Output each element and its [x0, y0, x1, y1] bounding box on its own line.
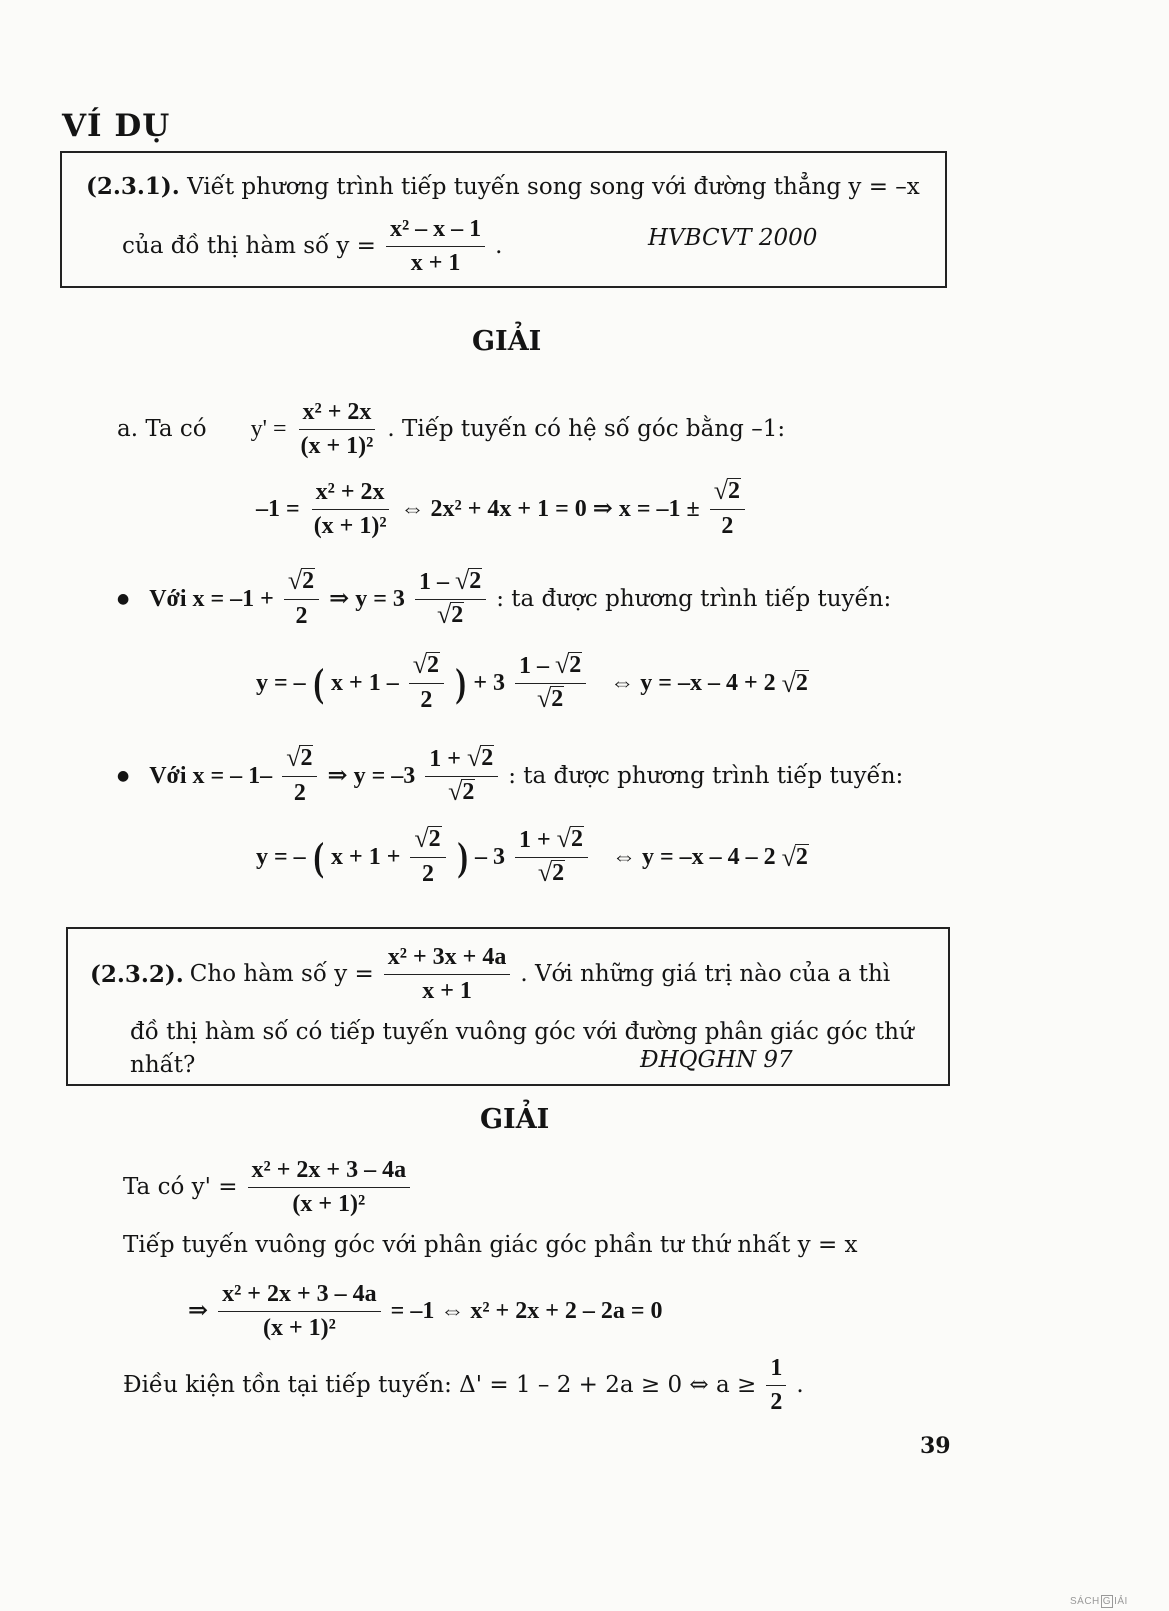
derivative-label: y' =	[250, 415, 287, 442]
watermark-text-mid: G	[1102, 1596, 1112, 1607]
exercise-label: (2.3.1).	[86, 173, 180, 200]
part-label: a. Ta có	[117, 415, 207, 442]
implies-arrow: ⇒	[188, 1297, 209, 1324]
exercise-box-2-3-2	[66, 927, 950, 1086]
tangent-fraction-2: 1 + √ 2 √ 2	[515, 826, 588, 889]
tangent-inner: x + 1 –	[331, 670, 399, 697]
condition-text: Điều kiện tồn tại tiếp tuyến: Δ' = 1 – 2 + 2a ≥ 0 ⇔ a ≥	[123, 1371, 757, 1398]
exercise-text: Cho hàm số y =	[189, 960, 374, 987]
exercise-line-1	[86, 173, 920, 202]
fraction-denominator: 2	[420, 687, 433, 714]
sqrt-radicand: 2	[462, 778, 475, 805]
exercise-source: HVBCVT 2000	[648, 225, 818, 251]
sqrt-radicand: 2	[302, 568, 315, 595]
case-result: ⇒ y = 3	[329, 586, 405, 613]
exercise-text-post: . Với những giá trị nào của a thì	[520, 960, 891, 987]
derivative-label: Ta có y' =	[123, 1173, 238, 1200]
root-fraction: √ 2 2	[710, 478, 745, 541]
function-fraction	[386, 215, 485, 278]
condition-fraction	[766, 1354, 786, 1417]
equation-middle: ⇔ 2x² + 4x + 1 = 0 ⇒ x = –1 ±	[400, 495, 700, 522]
fraction-denominator: 2	[770, 1388, 783, 1415]
solution-derivative-line	[117, 398, 785, 461]
case-condition: Với x = –1 +	[149, 586, 274, 613]
slope-text: . Tiếp tuyến có hệ số góc bằng –1:	[387, 415, 786, 442]
fraction-denominator: x + 1	[410, 249, 461, 276]
sqrt-radicand: 2	[569, 652, 582, 678]
bullet-icon: ●	[117, 768, 130, 785]
bullet-case-1	[117, 568, 891, 631]
fraction-numerator: 1 –	[418, 569, 455, 596]
bullet-icon: ●	[117, 591, 130, 608]
fraction-numerator: 1 +	[518, 827, 557, 854]
tangent-inner: x + 1 +	[331, 844, 401, 871]
sqrt-radicand: 2	[481, 745, 494, 771]
fraction-numerator: 1	[766, 1354, 786, 1386]
case-result: ⇒ y = –3	[327, 763, 416, 790]
sqrt-radicand: 2	[795, 670, 808, 697]
derivative-fraction	[248, 1156, 411, 1219]
fraction-numerator: x² + 2x + 3 – 4a	[218, 1280, 381, 1312]
derivative-fraction	[297, 398, 378, 461]
tangent-middle: – 3	[474, 844, 505, 871]
watermark-logo	[1070, 1596, 1128, 1607]
fraction-denominator: 2	[295, 603, 308, 630]
exercise-line-3: nhất?	[130, 1052, 196, 1078]
tangent-prefix: y = –	[256, 844, 306, 871]
tangent-prefix: y = –	[256, 670, 306, 697]
sqrt-radicand: 2	[551, 685, 564, 712]
fraction-denominator: (x + 1)²	[313, 512, 387, 539]
case-fraction: √ 2 2	[282, 745, 317, 808]
fraction-numerator: 1 –	[519, 653, 555, 680]
fraction-numerator: x² + 2x	[312, 478, 389, 510]
fraction-numerator: x² – x – 1	[386, 215, 485, 247]
bullet-case-2	[117, 745, 903, 808]
solution-title-2: GIẢI	[480, 1104, 550, 1135]
fraction-numerator: 1 +	[429, 746, 467, 773]
fraction-denominator: (x + 1)²	[292, 1190, 366, 1217]
fraction-denominator: 2	[293, 780, 306, 807]
exercise-line-2: đồ thị hàm số có tiếp tuyến vuông góc với đường phân giác góc thứ	[130, 1019, 914, 1045]
tangent-fraction: √ 2 2	[410, 826, 445, 889]
section-heading: VÍ DỤ	[62, 108, 171, 144]
fraction-numerator: x² + 2x + 3 – 4a	[248, 1156, 411, 1188]
tangent-equation-1: y = – ( x + 1 – √ 2 2 ) + 3 1 – √ 2 √ 2 ⇔ y = –x – 4 + 2 √ 2	[256, 650, 808, 714]
period: .	[796, 1371, 804, 1398]
fraction-denominator: x + 1	[422, 977, 472, 1004]
tangent-middle: + 3	[473, 670, 505, 697]
exercise-text: Viết phương trình tiếp tuyến song song với đường thẳng y = –x	[187, 174, 920, 200]
fraction-numerator: x² + 3x + 4a	[384, 943, 511, 975]
exercise-source: ĐHQGHN 97	[640, 1047, 793, 1073]
sqrt-radicand: 2	[795, 844, 808, 871]
solution2-condition-line	[123, 1354, 804, 1417]
equation-result: = –1 ⇔ x² + 2x + 2 – 2a = 0	[390, 1297, 663, 1324]
fraction-denominator: (x + 1)²	[262, 1314, 336, 1341]
tangent-result: ⇔ y = –x – 4 + 2	[610, 670, 776, 697]
case-result-fraction: 1 + √ 2 √ 2	[425, 745, 498, 808]
exercise-label: (2.3.2).	[90, 960, 184, 988]
solution2-equation-line	[188, 1280, 663, 1343]
watermark-text-right: IẢI	[1114, 1596, 1128, 1607]
exercise-text-2: của đồ thị hàm số y =	[122, 232, 376, 259]
sqrt-radicand: 2	[428, 826, 441, 853]
fraction-numerator: x² + 2x	[299, 398, 376, 430]
sqrt-radicand: 2	[552, 859, 565, 886]
solution-title-1: GIẢI	[472, 326, 542, 357]
sqrt-radicand: 2	[300, 745, 313, 772]
sqrt-radicand: 2	[469, 568, 482, 594]
sqrt-radicand: 2	[728, 478, 741, 504]
case-result-fraction: 1 – √ 2 √ 2	[415, 568, 486, 631]
exercise-box-2-3-1	[60, 151, 947, 288]
sqrt-radicand: 2	[451, 601, 464, 628]
case-condition: Với x = – 1–	[149, 763, 273, 790]
tangent-equation-2: y = – ( x + 1 + √ 2 2 ) – 3 1 + √ 2 √ 2 ⇔ y = –x – 4 – 2 √ 2	[256, 824, 808, 888]
exercise-line-2: của đồ thị hàm số y = $\frac{\text{x² – x – 1}}{x + 1}$ .	[122, 216, 503, 276]
tangent-fraction: √ 2 2	[409, 652, 444, 715]
equation-fraction	[218, 1280, 381, 1343]
watermark-text-left: SÁCH	[1070, 1596, 1100, 1607]
case-fraction: √ 2 2	[284, 568, 319, 631]
fraction-denominator: 2	[422, 861, 435, 888]
solution2-derivative-line	[123, 1156, 414, 1219]
tangent-result: ⇔ y = –x – 4 – 2	[611, 844, 776, 871]
solution-equation-line	[256, 478, 749, 541]
fraction-denominator: 2	[721, 512, 734, 539]
equation-fraction	[310, 478, 391, 541]
tangent-fraction-2: 1 – √ 2 √ 2	[515, 652, 586, 715]
equation-lhs: –1 =	[256, 495, 300, 522]
page-number: 39	[920, 1433, 951, 1459]
solution2-perpendicular-line: Tiếp tuyến vuông góc với phân giác góc phần tư thứ nhất y = x	[123, 1232, 858, 1258]
case-text: : ta được phương trình tiếp tuyến:	[508, 762, 904, 789]
fraction-denominator: (x + 1)²	[300, 432, 374, 459]
exercise-line-1	[90, 943, 890, 1006]
case-text: : ta được phương trình tiếp tuyến:	[496, 585, 892, 612]
sqrt-radicand: 2	[426, 652, 439, 679]
function-fraction	[384, 943, 511, 1006]
sqrt-radicand: 2	[570, 826, 583, 852]
